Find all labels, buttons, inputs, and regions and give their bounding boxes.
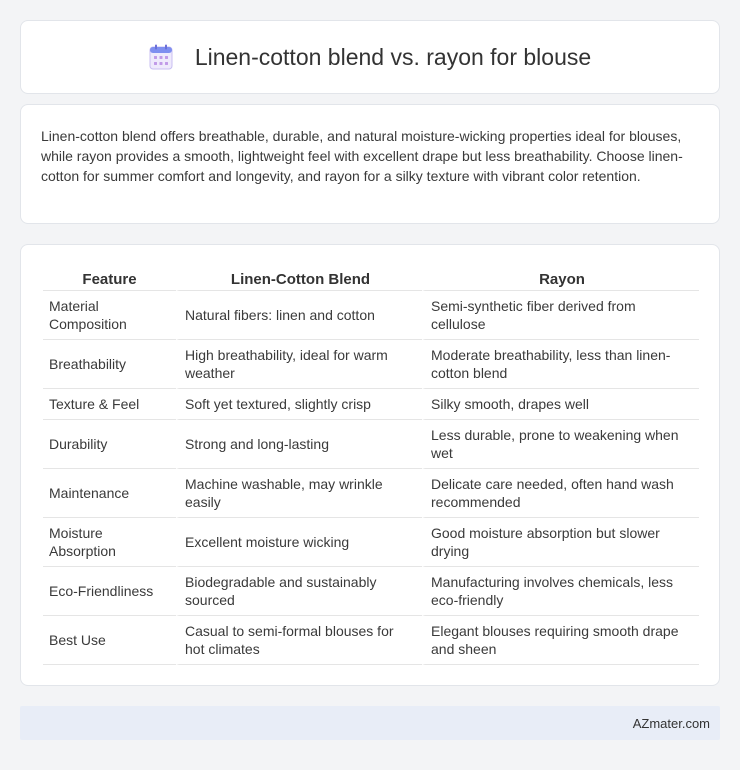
table-row <box>43 340 699 389</box>
feature-cell: Breathability <box>43 340 176 389</box>
rayon-cell: Delicate care needed, often hand wash recommended <box>422 469 699 518</box>
linen-cotton-cell: Casual to semi-formal blouses for hot climates <box>176 616 422 665</box>
table-row <box>43 518 699 567</box>
linen-cotton-cell: Soft yet textured, slightly crisp <box>176 389 422 420</box>
table-row <box>43 469 699 518</box>
footer <box>20 706 720 740</box>
table-row <box>43 389 699 420</box>
comparison-table <box>43 265 699 665</box>
header-linen-cotton: Linen-Cotton Blend <box>176 265 422 291</box>
rayon-cell: Manufacturing involves chemicals, less eco-friendly <box>422 567 699 616</box>
linen-cotton-cell: Strong and long-lasting <box>176 420 422 469</box>
title-card <box>20 20 720 94</box>
summary-text: Linen-cotton blend offers breathable, durable, and natural moisture-wicking properties ideal for blouses, while rayon provides a smooth, lightweight feel with excellent drape but less breathability. Choose linen-cotton for summer comfort and longevity, and rayon for a silky texture with vibrant color retention. <box>41 128 683 184</box>
linen-cotton-cell: Natural fibers: linen and cotton <box>176 291 422 340</box>
feature-cell: Maintenance <box>43 469 176 518</box>
table-row <box>43 291 699 340</box>
linen-cotton-cell: Biodegradable and sustainably sourced <box>176 567 422 616</box>
table-row <box>43 567 699 616</box>
footer-brand[interactable]: AZmater.com <box>632 715 710 731</box>
table-header-row <box>43 265 699 291</box>
table-row <box>43 616 699 665</box>
table-row <box>43 420 699 469</box>
feature-cell: Texture & Feel <box>43 389 176 420</box>
summary-card <box>20 104 720 224</box>
comparison-card <box>20 244 720 686</box>
feature-cell: Moisture Absorption <box>43 518 176 567</box>
calendar-icon <box>149 44 173 70</box>
feature-cell: Best Use <box>43 616 176 665</box>
rayon-cell: Moderate breathability, less than linen-cotton blend <box>422 340 699 389</box>
header-rayon: Rayon <box>422 265 699 291</box>
linen-cotton-cell: Excellent moisture wicking <box>176 518 422 567</box>
rayon-cell: Silky smooth, drapes well <box>422 389 699 420</box>
linen-cotton-cell: High breathability, ideal for warm weather <box>176 340 422 389</box>
header-feature: Feature <box>43 265 176 291</box>
rayon-cell: Semi-synthetic fiber derived from cellulose <box>422 291 699 340</box>
rayon-cell: Good moisture absorption but slower drying <box>422 518 699 567</box>
rayon-cell: Elegant blouses requiring smooth drape and sheen <box>422 616 699 665</box>
feature-cell: Durability <box>43 420 176 469</box>
feature-cell: Eco-Friendliness <box>43 567 176 616</box>
rayon-cell: Less durable, prone to weakening when wet <box>422 420 699 469</box>
page-title: Linen-cotton blend vs. rayon for blouse <box>194 43 592 70</box>
linen-cotton-cell: Machine washable, may wrinkle easily <box>176 469 422 518</box>
feature-cell: Material Composition <box>43 291 176 340</box>
